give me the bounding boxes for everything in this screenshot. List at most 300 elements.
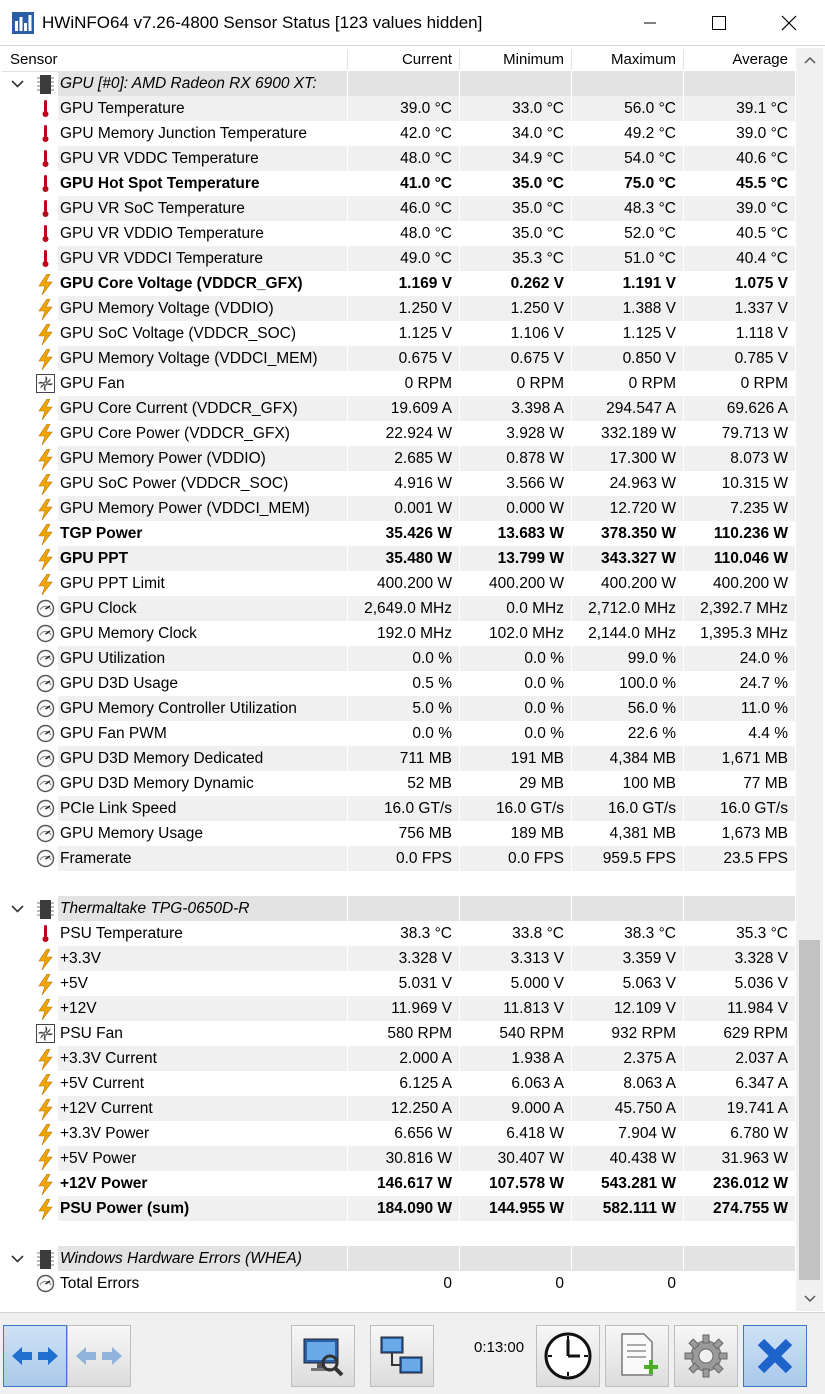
minimum-value: 34.0 °C — [512, 125, 564, 142]
chevron-down-icon — [10, 901, 25, 916]
thermometer-icon — [36, 249, 55, 268]
sensor-row[interactable] — [2, 471, 795, 496]
maximum-value: 294.547 A — [606, 400, 676, 417]
close-button[interactable] — [754, 0, 824, 46]
sensor-row[interactable] — [2, 646, 795, 671]
sensor-row[interactable] — [2, 796, 795, 821]
current-value: 48.0 °C — [400, 150, 452, 167]
sensor-row[interactable] — [2, 1196, 795, 1221]
minimum-value: 1.938 A — [511, 1050, 564, 1067]
sensor-label: GPU D3D Memory Dedicated — [60, 750, 264, 767]
sensor-label: Windows Hardware Errors (WHEA) — [60, 1250, 302, 1267]
current-value: 1.250 V — [398, 300, 452, 317]
sensor-row[interactable] — [2, 1271, 795, 1296]
minimum-value: 0.0 % — [524, 650, 564, 667]
sensor-row[interactable] — [2, 246, 795, 271]
column-sensor[interactable]: Sensor — [10, 51, 58, 68]
current-value: 0.0 % — [412, 650, 452, 667]
current-value: 16.0 GT/s — [383, 800, 452, 817]
sensor-row[interactable] — [2, 621, 795, 646]
average-value: 11.0 % — [740, 700, 788, 717]
minimum-value: 9.000 A — [511, 1100, 564, 1117]
chevron-down-icon — [804, 1295, 816, 1303]
lightning-icon — [36, 1174, 55, 1193]
minimum-value: 107.578 W — [489, 1175, 564, 1192]
thermometer-icon — [36, 99, 55, 118]
current-value: 0 — [443, 1275, 452, 1292]
lightning-icon — [36, 499, 55, 518]
current-value: 39.0 °C — [400, 100, 452, 117]
sensor-row[interactable] — [2, 821, 795, 846]
lightning-icon — [36, 1074, 55, 1093]
current-value: 3.328 V — [398, 950, 452, 967]
collapse-toggle[interactable] — [10, 76, 25, 91]
sensor-row[interactable] — [2, 1096, 795, 1121]
average-value: 1.118 V — [735, 325, 788, 342]
sensor-label: +3.3V Power — [60, 1125, 150, 1142]
gauge-icon — [36, 699, 55, 718]
maximum-value: 56.0 °C — [624, 100, 676, 117]
current-value: 48.0 °C — [400, 225, 452, 242]
minimum-value: 35.0 °C — [512, 200, 564, 217]
sensor-label: GPU Memory Voltage (VDDIO) — [60, 300, 274, 317]
lightning-icon — [36, 1124, 55, 1143]
current-value: 52 MB — [407, 775, 452, 792]
average-value: 31.963 W — [721, 1150, 788, 1167]
sensor-row[interactable] — [2, 171, 795, 196]
current-value: 6.656 W — [394, 1125, 452, 1142]
sensor-row[interactable] — [2, 371, 795, 396]
average-value: 110.046 W — [713, 550, 788, 567]
collapse-toggle[interactable] — [10, 901, 25, 916]
minimum-value: 13.799 W — [497, 550, 564, 567]
maximum-value: 1.388 V — [622, 300, 676, 317]
maximum-value: 100 MB — [622, 775, 676, 792]
document-add-icon — [614, 1331, 660, 1381]
average-value: 24.7 % — [739, 675, 788, 692]
sensor-label: GPU PPT — [60, 550, 129, 567]
sensor-row[interactable] — [2, 146, 795, 171]
current-value: 46.0 °C — [400, 200, 452, 217]
lightning-icon — [36, 324, 55, 343]
current-value: 580 RPM — [387, 1025, 452, 1042]
maximum-value: 8.063 A — [623, 1075, 676, 1092]
current-value: 146.617 W — [377, 1175, 452, 1192]
sensor-row[interactable] — [2, 221, 795, 246]
sensor-row[interactable] — [2, 1121, 795, 1146]
chip-icon — [36, 74, 55, 93]
lightning-icon — [36, 424, 55, 443]
current-value: 711 MB — [399, 750, 452, 767]
current-value: 2,649.0 MHz — [364, 600, 452, 617]
sensor-label: +12V — [60, 1000, 97, 1017]
maximum-value: 38.3 °C — [624, 925, 676, 942]
sensor-row[interactable] — [2, 571, 795, 596]
lightning-icon — [36, 474, 55, 493]
average-value: 0.785 V — [734, 350, 788, 367]
lightning-icon — [36, 449, 55, 468]
fan-icon — [36, 374, 55, 393]
average-value: 110.236 W — [713, 525, 788, 542]
close-sensors-button[interactable] — [743, 1325, 807, 1387]
maximum-value: 75.0 °C — [624, 175, 676, 192]
maximum-value: 1.125 V — [622, 325, 676, 342]
minimum-value: 34.9 °C — [512, 150, 564, 167]
current-value: 1.169 V — [398, 275, 452, 292]
maximum-value: 582.111 W — [602, 1200, 676, 1217]
maximum-value: 378.350 W — [601, 525, 676, 542]
minimum-value: 3.566 W — [506, 475, 564, 492]
sensor-row[interactable] — [2, 521, 795, 546]
sensor-row[interactable] — [2, 496, 795, 521]
maximum-value: 24.963 W — [609, 475, 676, 492]
average-value: 4.4 % — [748, 725, 788, 742]
maximum-value: 543.281 W — [601, 1175, 676, 1192]
maximum-value: 400.200 W — [601, 575, 676, 592]
average-value: 40.4 °C — [736, 250, 788, 267]
lightning-icon — [36, 349, 55, 368]
current-value: 0.5 % — [412, 675, 452, 692]
average-value: 2,392.7 MHz — [700, 600, 788, 617]
sensor-group-row[interactable] — [2, 71, 795, 96]
maximum-value: 56.0 % — [627, 700, 676, 717]
average-value: 69.626 A — [726, 400, 788, 417]
sensor-row[interactable] — [2, 696, 795, 721]
sensor-label: GPU Memory Power (VDDIO) — [60, 450, 266, 467]
minimum-value: 5.000 V — [510, 975, 564, 992]
current-value: 0.0 FPS — [396, 850, 452, 867]
lightning-icon — [36, 1049, 55, 1068]
current-value: 6.125 A — [399, 1075, 452, 1092]
average-value: 40.6 °C — [736, 150, 788, 167]
close-x-icon — [755, 1336, 795, 1376]
average-value: 23.5 FPS — [723, 850, 788, 867]
sensor-row[interactable] — [2, 1071, 795, 1096]
lightning-icon — [36, 574, 55, 593]
lightning-icon — [36, 1099, 55, 1118]
sensor-row[interactable] — [2, 321, 795, 346]
average-value: 39.0 °C — [736, 200, 788, 217]
sensor-row[interactable] — [2, 671, 795, 696]
sensor-label: GPU Utilization — [60, 650, 166, 667]
maximum-value: 343.327 W — [601, 550, 676, 567]
thermometer-icon — [36, 224, 55, 243]
sensor-row[interactable] — [2, 596, 795, 621]
sensor-row[interactable] — [2, 296, 795, 321]
sensor-row[interactable] — [2, 96, 795, 121]
minimum-value: 0.0 % — [524, 700, 564, 717]
thermometer-icon — [36, 174, 55, 193]
sensor-row[interactable] — [2, 396, 795, 421]
double-arrow-faded-icon — [74, 1343, 124, 1369]
minimum-value: 0.0 FPS — [508, 850, 564, 867]
collapse-toggle[interactable] — [10, 1251, 25, 1266]
average-value: 24.0 % — [739, 650, 788, 667]
gear-icon — [682, 1332, 730, 1380]
sensor-label: PSU Temperature — [60, 925, 183, 942]
lightning-icon — [36, 999, 55, 1018]
column-average[interactable]: Average — [732, 51, 788, 68]
current-value: 12.250 A — [390, 1100, 452, 1117]
bottom-toolbar — [0, 1312, 825, 1394]
maximize-icon — [712, 16, 726, 30]
clock-icon — [543, 1331, 593, 1381]
sensor-label: +5V Current — [60, 1075, 145, 1092]
sensor-row[interactable] — [2, 1146, 795, 1171]
gauge-icon — [36, 624, 55, 643]
sensor-label: GPU Clock — [60, 600, 137, 617]
minimum-value: 0.0 MHz — [506, 600, 564, 617]
current-value: 756 MB — [398, 825, 452, 842]
minimum-value: 33.0 °C — [512, 100, 564, 117]
chevron-down-icon — [10, 76, 25, 91]
lightning-icon — [36, 974, 55, 993]
maximum-value: 932 RPM — [611, 1025, 676, 1042]
maximum-value: 99.0 % — [627, 650, 676, 667]
average-value: 1,395.3 MHz — [700, 625, 788, 642]
minimum-value: 0.878 W — [506, 450, 564, 467]
chip-icon — [36, 1249, 55, 1268]
close-icon — [781, 15, 797, 31]
sensor-label: GPU [#0]: AMD Radeon RX 6900 XT: — [60, 75, 317, 92]
current-value: 0.001 W — [394, 500, 452, 517]
average-value: 1,671 MB — [721, 750, 788, 767]
minimum-value: 1.250 V — [510, 300, 564, 317]
current-value: 2.685 W — [394, 450, 452, 467]
minimum-value: 6.063 A — [511, 1075, 564, 1092]
average-value: 11.984 V — [727, 1000, 788, 1017]
sensor-row[interactable] — [2, 446, 795, 471]
gauge-icon — [36, 749, 55, 768]
gauge-icon — [36, 824, 55, 843]
sensor-label: +3.3V — [60, 950, 101, 967]
thermometer-icon — [36, 199, 55, 218]
sensor-list[interactable] — [2, 71, 795, 1311]
gauge-icon — [36, 799, 55, 818]
thermometer-icon — [36, 149, 55, 168]
minimum-value: 0.675 V — [510, 350, 564, 367]
column-minimum[interactable]: Minimum — [503, 51, 564, 68]
maximize-button[interactable] — [684, 0, 754, 46]
average-value: 2.037 A — [735, 1050, 788, 1067]
sensor-group-row[interactable] — [2, 1246, 795, 1271]
column-header — [2, 48, 795, 72]
average-value: 16.0 GT/s — [719, 800, 788, 817]
maximum-value: 16.0 GT/s — [607, 800, 676, 817]
gauge-icon — [36, 849, 55, 868]
network-button[interactable] — [370, 1325, 434, 1387]
gauge-icon — [36, 599, 55, 618]
current-value: 5.0 % — [412, 700, 452, 717]
elapsed-timer: 0:13:00 — [474, 1339, 525, 1356]
average-value: 7.235 W — [730, 500, 788, 517]
sensor-label: PSU Fan — [60, 1025, 123, 1042]
maximum-value: 2,712.0 MHz — [588, 600, 676, 617]
minimum-value: 29 MB — [519, 775, 564, 792]
sensor-row[interactable] — [2, 921, 795, 946]
maximum-value: 40.438 W — [609, 1150, 676, 1167]
gauge-icon — [36, 649, 55, 668]
minimum-value: 16.0 GT/s — [495, 800, 564, 817]
maximum-value: 45.750 A — [614, 1100, 676, 1117]
maximum-value: 2,144.0 MHz — [588, 625, 676, 642]
maximum-value: 12.109 V — [613, 1000, 676, 1017]
column-maximum[interactable]: Maximum — [610, 51, 676, 68]
sensor-label: GPU Fan — [60, 375, 125, 392]
current-value: 22.924 W — [385, 425, 452, 442]
minimum-value: 0.262 V — [510, 275, 564, 292]
sensor-label: GPU Memory Usage — [60, 825, 203, 842]
sensor-label: GPU D3D Usage — [60, 675, 179, 692]
minimum-value: 35.0 °C — [512, 225, 564, 242]
current-value: 0 RPM — [404, 375, 452, 392]
current-value: 4.916 W — [394, 475, 452, 492]
sensor-label: +5V — [60, 975, 89, 992]
chip-icon — [36, 899, 55, 918]
sensor-label: TGP Power — [60, 525, 143, 542]
sensor-label: GPU PPT Limit — [60, 575, 165, 592]
sensor-label: GPU Memory Controller Utilization — [60, 700, 297, 717]
minimize-icon — [644, 17, 656, 29]
sensor-row[interactable] — [2, 546, 795, 571]
minimum-value: 33.8 °C — [512, 925, 564, 942]
chevron-down-icon — [10, 1251, 25, 1266]
sensor-label: +3.3V Current — [60, 1050, 157, 1067]
average-value: 400.200 W — [713, 575, 788, 592]
gauge-icon — [36, 774, 55, 793]
maximum-value: 5.063 V — [622, 975, 676, 992]
sensor-row[interactable] — [2, 946, 795, 971]
double-arrow-icon — [10, 1343, 60, 1369]
sensor-row[interactable] — [2, 271, 795, 296]
average-value: 1.337 V — [734, 300, 788, 317]
sensor-label: GPU Core Voltage (VDDCR_GFX) — [60, 275, 303, 292]
minimum-value: 0 RPM — [516, 375, 564, 392]
average-value: 236.012 W — [713, 1175, 788, 1192]
sensor-label: GPU SoC Voltage (VDDCR_SOC) — [60, 325, 297, 342]
spacer-row — [2, 1221, 795, 1246]
column-current[interactable]: Current — [401, 51, 452, 68]
current-value: 5.031 V — [398, 975, 452, 992]
sensor-row[interactable] — [2, 771, 795, 796]
maximum-value: 22.6 % — [627, 725, 676, 742]
average-value: 19.741 A — [726, 1100, 788, 1117]
sensor-row[interactable] — [2, 421, 795, 446]
scroll-up-arrow[interactable] — [796, 48, 823, 72]
sensor-row[interactable] — [2, 196, 795, 221]
sensor-row[interactable] — [2, 1171, 795, 1196]
minimum-value: 3.313 V — [510, 950, 564, 967]
minimum-value: 0 — [555, 1275, 564, 1292]
minimum-value: 0.000 W — [506, 500, 564, 517]
sensor-row[interactable] — [2, 746, 795, 771]
average-value: 8.073 W — [730, 450, 788, 467]
current-value: 38.3 °C — [400, 925, 452, 942]
thermometer-icon — [36, 124, 55, 143]
sensor-row[interactable] — [2, 346, 795, 371]
maximum-value: 100.0 % — [619, 675, 676, 692]
sensor-row[interactable] — [2, 721, 795, 746]
sensor-row[interactable] — [2, 846, 795, 871]
sensor-row[interactable] — [2, 121, 795, 146]
sensor-label: GPU SoC Power (VDDCR_SOC) — [60, 475, 289, 492]
current-value: 192.0 MHz — [377, 625, 452, 642]
current-value: 0.675 V — [398, 350, 452, 367]
scroll-down-arrow[interactable] — [796, 1287, 823, 1311]
average-value: 5.036 V — [734, 975, 788, 992]
monitor-search-icon — [300, 1333, 346, 1379]
minimum-value: 400.200 W — [489, 575, 564, 592]
average-value: 1,673 MB — [721, 825, 788, 842]
maximum-value: 17.300 W — [609, 450, 676, 467]
maximum-value: 48.3 °C — [624, 200, 676, 217]
sensor-row[interactable] — [2, 996, 795, 1021]
lightning-icon — [36, 949, 55, 968]
maximum-value: 0.850 V — [622, 350, 676, 367]
vertical-scrollbar[interactable] — [796, 48, 823, 1311]
average-value: 35.3 °C — [736, 925, 788, 942]
minimum-value: 102.0 MHz — [489, 625, 564, 642]
minimum-value: 1.106 V — [510, 325, 564, 342]
average-value: 45.5 °C — [736, 175, 788, 192]
sensor-search-button[interactable] — [291, 1325, 355, 1387]
sensor-label: GPU D3D Memory Dynamic — [60, 775, 254, 792]
maximum-value: 2.375 A — [623, 1050, 676, 1067]
maximum-value: 959.5 FPS — [602, 850, 676, 867]
lightning-icon — [36, 399, 55, 418]
sensor-group-row[interactable] — [2, 896, 795, 921]
current-value: 0.0 % — [412, 725, 452, 742]
scrollbar-thumb[interactable] — [799, 940, 820, 1280]
average-value: 629 RPM — [723, 1025, 788, 1042]
navigate-left-right-button[interactable] — [3, 1325, 67, 1387]
add-report-button[interactable] — [605, 1325, 669, 1387]
minimum-value: 191 MB — [510, 750, 564, 767]
settings-button[interactable] — [674, 1325, 738, 1387]
average-value: 40.5 °C — [736, 225, 788, 242]
sensor-label: GPU Memory Clock — [60, 625, 197, 642]
sensor-label: GPU Memory Power (VDDCI_MEM) — [60, 500, 310, 517]
average-value: 6.347 A — [735, 1075, 788, 1092]
minimum-value: 0.0 % — [524, 675, 564, 692]
maximum-value: 4,381 MB — [609, 825, 676, 842]
current-value: 35.480 W — [385, 550, 452, 567]
current-value: 400.200 W — [377, 575, 452, 592]
current-value: 1.125 V — [398, 325, 452, 342]
navigate-disabled-button[interactable] — [67, 1325, 131, 1387]
average-value: 79.713 W — [721, 425, 788, 442]
average-value: 1.075 V — [734, 275, 788, 292]
sensor-row[interactable] — [2, 971, 795, 996]
maximum-value: 52.0 °C — [624, 225, 676, 242]
minimum-value: 0.0 % — [524, 725, 564, 742]
average-value: 6.780 W — [730, 1125, 788, 1142]
sensor-label: GPU Memory Voltage (VDDCI_MEM) — [60, 350, 318, 367]
minimum-value: 189 MB — [510, 825, 564, 842]
average-value: 39.0 °C — [736, 125, 788, 142]
sensor-row[interactable] — [2, 1046, 795, 1071]
current-value: 42.0 °C — [400, 125, 452, 142]
lightning-icon — [36, 549, 55, 568]
reset-clock-button[interactable] — [536, 1325, 600, 1387]
minimize-button[interactable] — [615, 0, 685, 46]
average-value: 3.328 V — [734, 950, 788, 967]
current-value: 184.090 W — [377, 1200, 452, 1217]
sensor-label: Framerate — [60, 850, 132, 867]
sensor-row[interactable] — [2, 1021, 795, 1046]
app-icon — [12, 12, 34, 34]
maximum-value: 51.0 °C — [624, 250, 676, 267]
